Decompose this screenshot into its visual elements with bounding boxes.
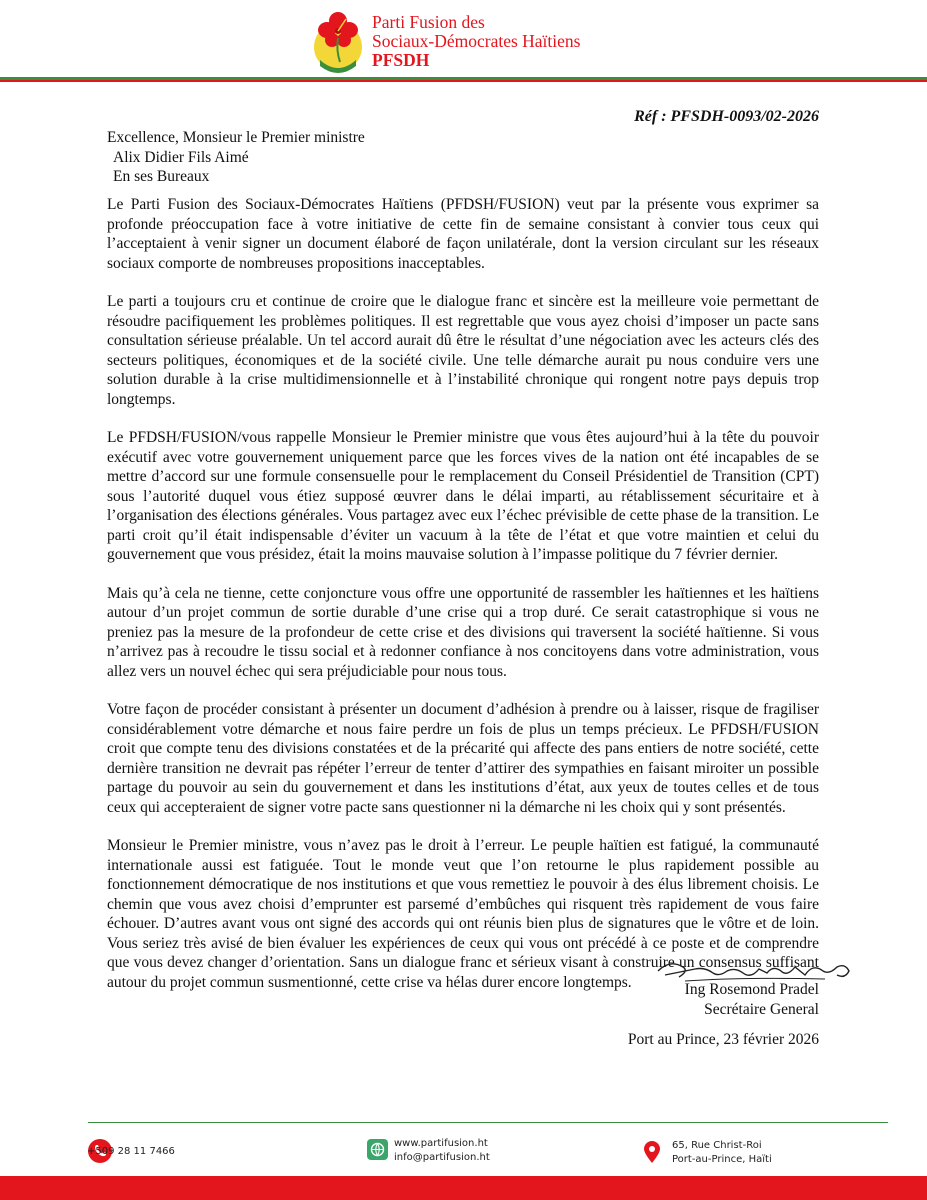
reference-number: Réf : PFSDH-0093/02-2026 <box>634 108 819 125</box>
footer-email-link[interactable]: info@partifusion.ht <box>394 1152 490 1163</box>
footer-address-line: 65, Rue Christ-Roi <box>672 1140 762 1151</box>
location-pin-icon <box>642 1140 662 1164</box>
organization-name <box>372 13 580 70</box>
signer-title: Secrétaire General <box>704 1000 819 1018</box>
letter-body <box>107 195 819 1011</box>
footer-contact <box>394 1137 490 1165</box>
body-paragraph: Le parti a toujours cru et continue de croire que le dialogue franc et sincère est la meilleure voie permettant de résoudre pacifiquement les problèmes politiques. Il est regrettable que vous ayez choisi d’imposer un pacte sans consultation sérieuse préalable. Un tel accord aurait dû être le résultat d’une négociation avec les acteurs clés des secteurs politiques, économiques et de la société civile. Une telle démarche aurait pu nous conduire vers une solution durable à la crise multidimensionnelle et à l’instabilité chronique qui rongent notre pays depuis trop longtemps. <box>107 293 819 408</box>
org-name-line2: Sociaux-Démocrates Haïtiens <box>372 31 581 51</box>
header-divider-red <box>0 80 927 82</box>
body-paragraph: Le Parti Fusion des Sociaux-Démocrates Haïtiens (PFDSH/FUSION) veut par la présente vous exprimer sa profonde préoccupation face à votre initiative de cette fin de semaine consistant à convier tous ceux qui l’acceptaient à venir signer un document élaboré de façon unilatérale, dont la version circulant sur les réseaux sociaux comporte de nombreuses propositions inacceptables. <box>107 196 819 272</box>
addressee-line: Excellence, Monsieur le Premier ministre <box>107 129 365 146</box>
footer-divider <box>88 1122 888 1123</box>
addressee-line: Alix Didier Fils Aimé <box>113 148 249 166</box>
footer-phone: +509 28 11 7466 <box>87 1146 175 1157</box>
place-and-date: Port au Prince, 23 février 2026 <box>627 1031 819 1048</box>
body-paragraph: Mais qu’à cela ne tienne, cette conjoncture vous offre une opportunité de rassembler les haïtiennes et les haïtiens autour d’un projet commun de sortie durable d’une crise qui a trop duré. Ce serait catastrophique si vous ne preniez pas la mesure de la profondeur de cette crise et des divisions qui traversent la société haïtienne. Si vous n’arrivez pas à recoudre le tissu social et à redonner confiance à nos concitoyens dans votre administration, vous allez vers un nouvel échec qui sera préjudiciable pour nous tous. <box>107 584 819 680</box>
org-abbreviation: PFSDH <box>372 50 430 70</box>
org-name-line1: Parti Fusion des <box>372 12 485 32</box>
globe-icon <box>367 1139 388 1160</box>
body-paragraph: Monsieur le Premier ministre, vous n’avez pas le droit à l’erreur. Le peuple haïtien est fatigué, la communauté internationale aussi est fatiguée. Tout le monde veut que l’on retourne le plus rapidement possible au fonctionnement démocratique de nos institutions et que vous remettiez le pouvoir à des élus librement choisis. Le chemin que vous avez choisi d’emprunter est parsemé d’embûches qui risquent très rapidement de vous faire échouer. D’autres avant vous ont signé des accords qui ont réunis bien plus de signatures que le vôtre et de loin. Vous seriez très avisé de bien évaluer les expériences de ceux qui vous ont précédé à ce poste et de comprendre que vous devez changer d’orientation. Sans un dialogue franc et sérieux visant à construire un consensus suffisant autour du projet commun susmentionné, cette crise va hélas durer encore longtemps. <box>107 837 819 991</box>
signer-name: Ing Rosemond Pradel <box>684 981 819 998</box>
addressee-block <box>107 128 365 187</box>
footer-red-bar <box>0 1176 927 1200</box>
footer-address <box>672 1139 772 1167</box>
footer-website-link[interactable]: www.partifusion.ht <box>394 1138 488 1149</box>
addressee-line: En ses Bureaux <box>113 168 210 185</box>
body-paragraph: Votre façon de procéder consistant à présenter un document d’adhésion à prendre ou à laisser, risque de fragiliser considérablement votre démarche et nous faire perdre un fois de plus un temps précieux. Le PFDSH/FUSION croit que compte tenu des divisions constatées et de la précarité qui affecte des pans entiers de notre société, cette dernière transition ne devrait pas répéter l’erreur de tenter d’attirer des sympathies en faisant miroiter un possible partage du pouvoir au sein du gouvernement et dans les institutions d’état, aux yeux de toutes celles et de tous ceux qui accepteraient de signer votre pacte sans questionner ni la démarche ni les choix qui y sont présentés. <box>107 701 819 816</box>
hibiscus-logo-icon <box>306 10 370 80</box>
footer-address-line: Port-au-Prince, Haïti <box>672 1154 772 1165</box>
signer-block <box>685 980 819 1019</box>
body-paragraph: Le PFDSH/FUSION/vous rappelle Monsieur le Premier ministre que vous êtes aujourd’hui à la tête du pouvoir exécutif avec votre gouvernement uniquement parce que les forces vives de la nation ont été incapables de se mettre d’accord sur une formule consensuelle pour le remplacement du Conseil Présidentiel de Transition (CPT) sous l’autorité duquel vous étiez supposé œuvrer dans le délai imparti, au rétablissement sécuritaire et à l’organisation des élections générales. Vous partagez avec eux l’échec prévisible de cette phase de la transition. Le parti croit qu’il était indispensable d’éviter un vacuum à la tête de l’état et que votre maintien et celui du gouvernement que vous présidez, était la moins mauvaise solution à l’impasse politique du 7 février dernier. <box>107 429 819 563</box>
